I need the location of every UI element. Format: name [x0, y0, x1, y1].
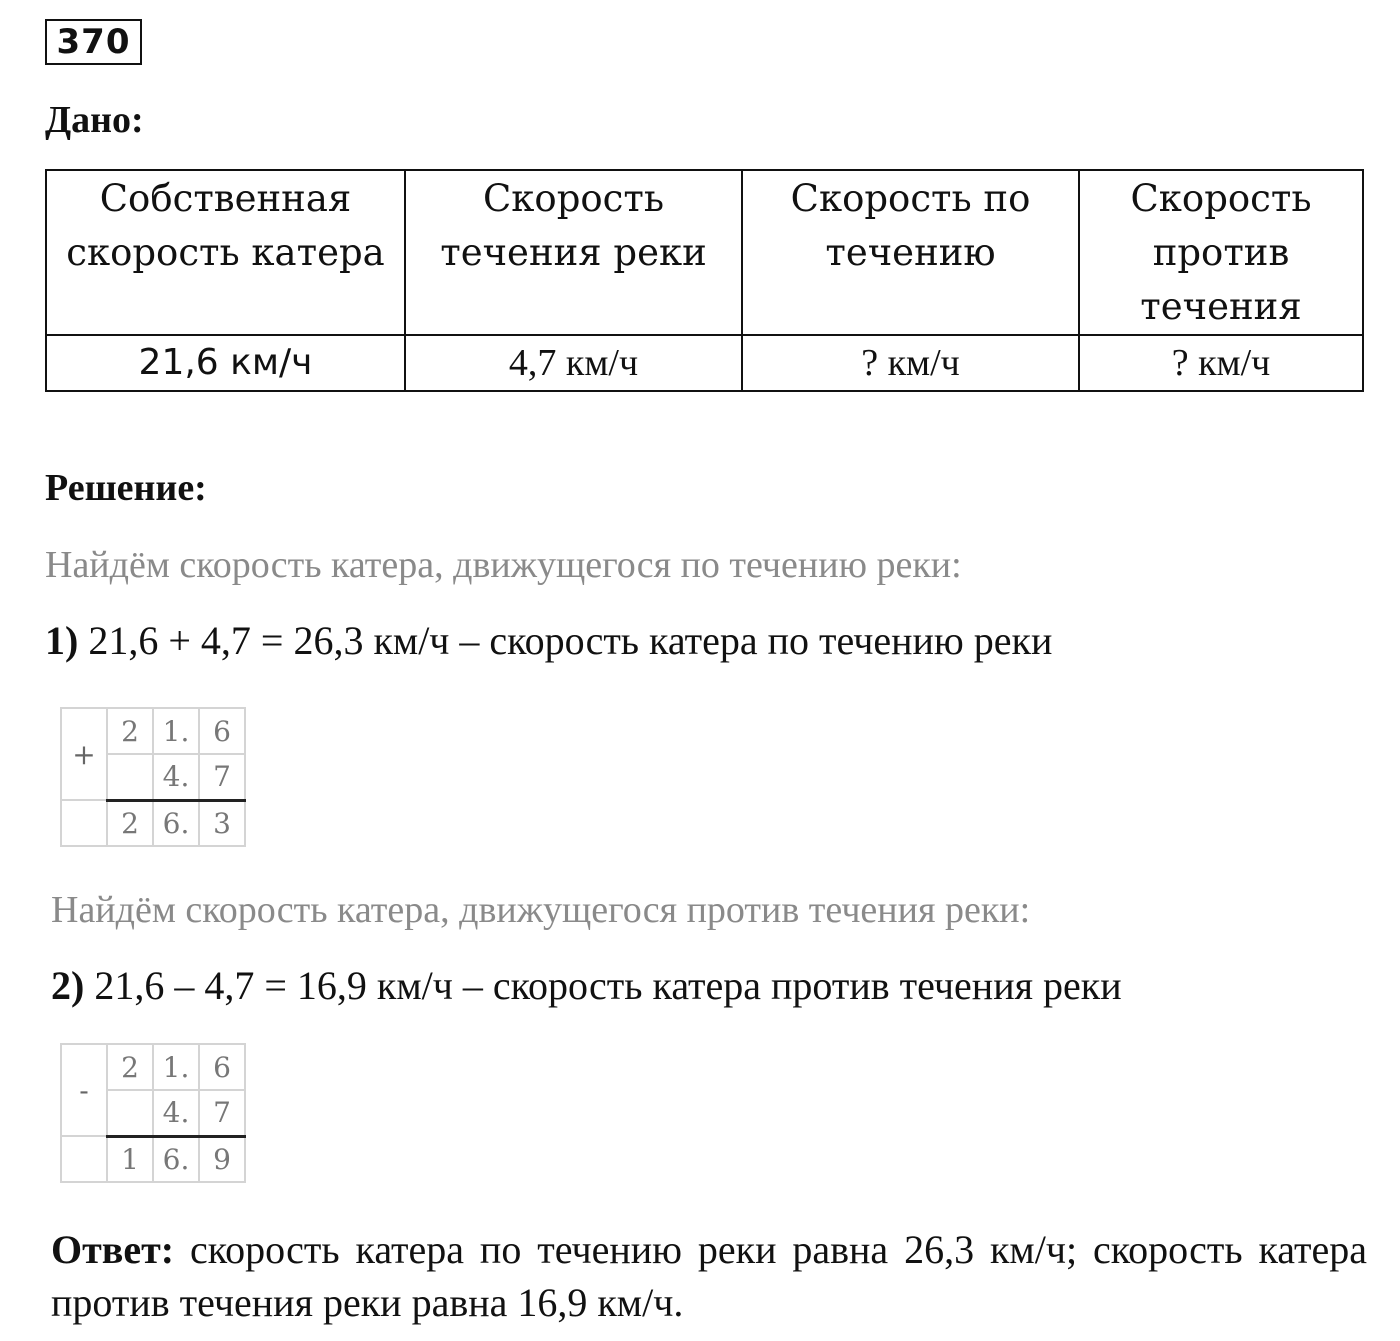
column-add-cell: 2	[107, 708, 153, 754]
column-add-cell: 1.	[153, 708, 199, 754]
column-sub-cell	[107, 1090, 153, 1136]
hint-downstream: Найдём скорость катера, движущегося по течению реки:	[45, 544, 962, 586]
step-2-text: 21,6 – 4,7 = 16,9 км/ч – скорость катера против течения реки	[84, 963, 1122, 1008]
column-sub-cell: 2	[107, 1044, 153, 1090]
step-2	[51, 962, 1122, 1009]
column-sub-cell: 1.	[153, 1044, 199, 1090]
answer	[51, 1223, 1367, 1329]
column-sub-cell: 6.	[153, 1136, 199, 1182]
value-own-speed: 21,6 км/ч	[46, 335, 405, 391]
column-subtraction	[60, 1043, 246, 1183]
value-upstream-speed: ? км/ч	[1079, 335, 1363, 391]
value-downstream-speed: ? км/ч	[742, 335, 1079, 391]
value-current-speed: 4,7 км/ч	[405, 335, 742, 391]
column-add-cell: 4.	[153, 754, 199, 800]
answer-label: Ответ:	[51, 1227, 175, 1272]
column-add-cell: 7	[199, 754, 245, 800]
column-add-operator: +	[61, 708, 107, 800]
column-add-cell: 3	[199, 800, 245, 846]
column-sub-cell: 4.	[153, 1090, 199, 1136]
given-table-header-row	[46, 170, 1363, 335]
column-addition	[60, 707, 246, 847]
header-downstream-speed: Скорость по течению	[742, 170, 1079, 335]
header-upstream-speed: Скорость против течения	[1079, 170, 1363, 335]
column-add-cell: 2	[107, 800, 153, 846]
step-1-number: 1)	[45, 618, 79, 663]
header-current-speed: Скорость течения реки	[405, 170, 742, 335]
column-sub-cell: 1	[107, 1136, 153, 1182]
solution-title: Решение:	[45, 467, 207, 509]
step-1-text: 21,6 + 4,7 = 26,3 км/ч – скорость катера по течению реки	[78, 618, 1053, 663]
hint-upstream: Найдём скорость катера, движущегося против течения реки:	[51, 889, 1031, 931]
column-sub-operator: -	[61, 1044, 107, 1136]
column-add-cell: 6.	[153, 800, 199, 846]
column-sub-cell: 9	[199, 1136, 245, 1182]
task-number: 370	[45, 19, 142, 65]
column-add-cell	[107, 754, 153, 800]
column-add-cell: 6	[199, 708, 245, 754]
given-table	[45, 169, 1364, 392]
step-1	[45, 617, 1052, 664]
header-own-speed: Собственная скорость катера	[46, 170, 405, 335]
answer-text: скорость катера по течению реки равна 26,3 км/ч; скорость катера против течения реки равна 16,9 км/ч.	[51, 1227, 1367, 1325]
step-2-number: 2)	[51, 963, 85, 1008]
given-table-value-row	[46, 335, 1363, 391]
column-add-row-1	[61, 708, 245, 754]
column-add-cell-empty	[61, 800, 107, 846]
column-sub-cell-empty	[61, 1136, 107, 1182]
given-title: Дано:	[45, 99, 144, 141]
column-add-result-row	[61, 800, 245, 846]
column-sub-cell: 7	[199, 1090, 245, 1136]
column-sub-cell: 6	[199, 1044, 245, 1090]
column-sub-row-1	[61, 1044, 245, 1090]
column-sub-result-row	[61, 1136, 245, 1182]
